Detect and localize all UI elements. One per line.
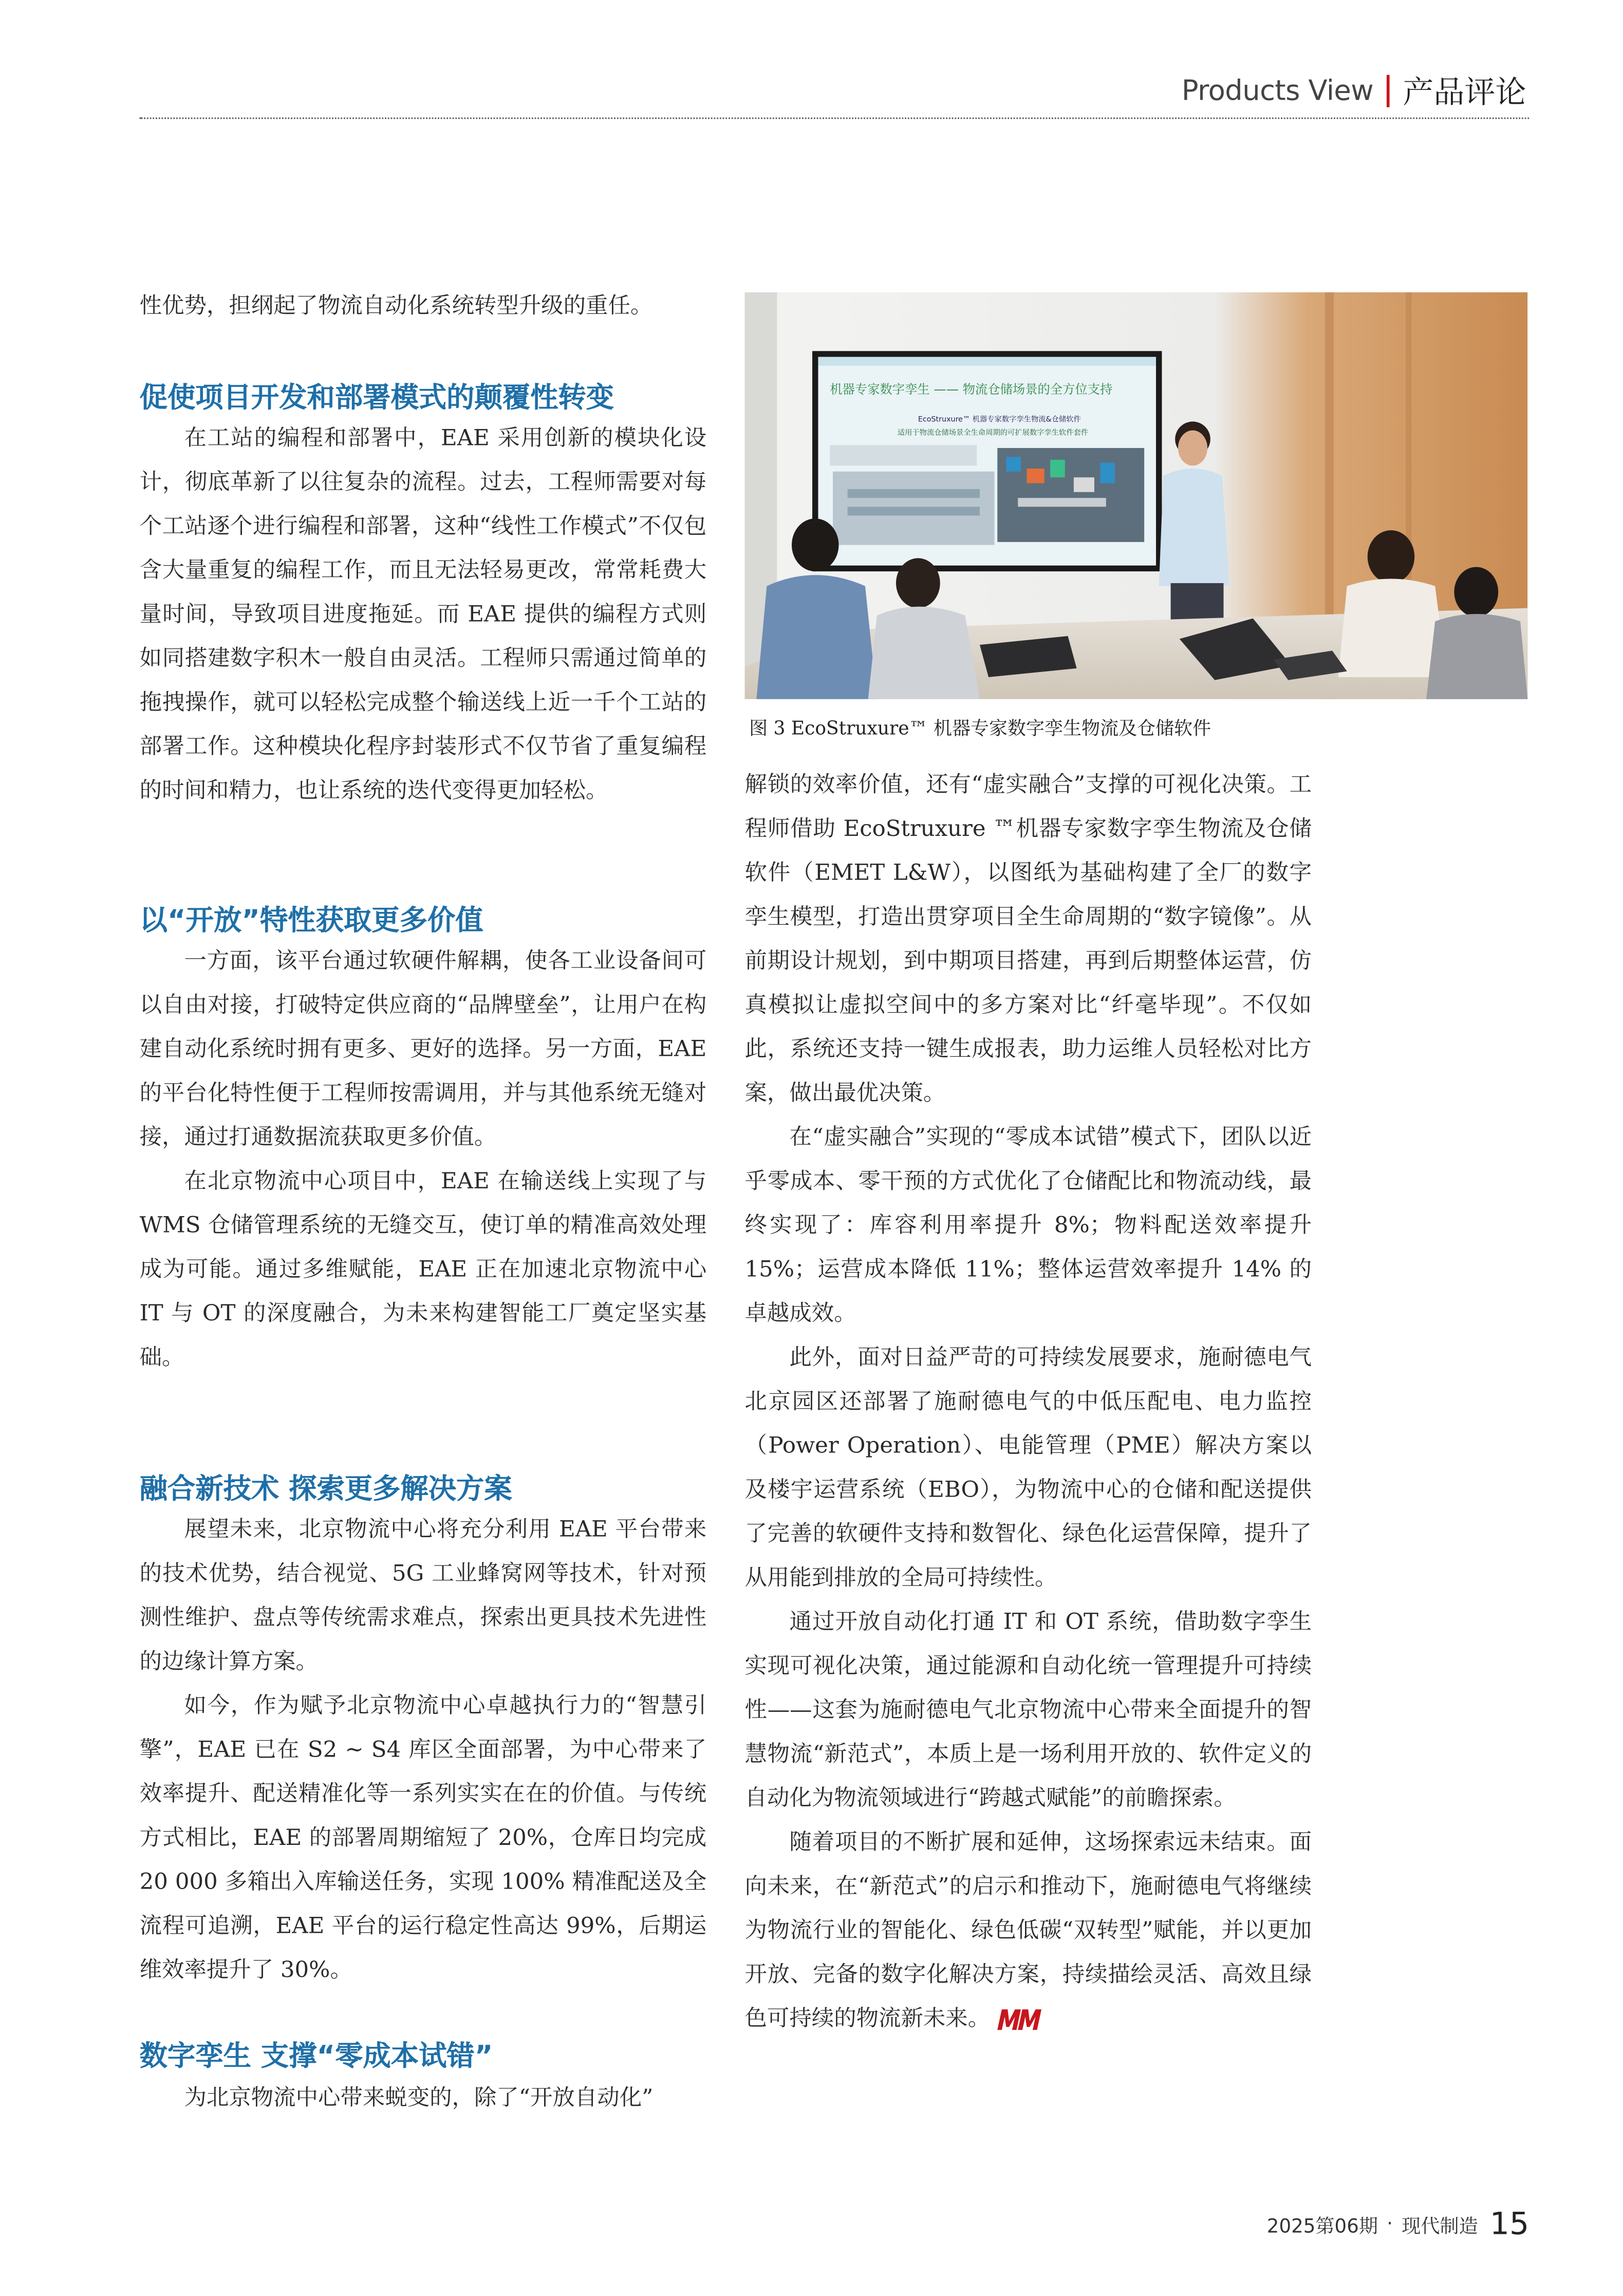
left-intro [140, 284, 707, 328]
page-footer [1267, 2206, 1529, 2242]
header-divider [1387, 75, 1390, 107]
header-section-en: Products View [1181, 74, 1374, 107]
footer-separator: · [1387, 2213, 1393, 2235]
section-heading-3: 融合新技术 探索更多解决方案 [139, 1473, 512, 1506]
final-paragraph [745, 1820, 1312, 2040]
section-heading-2: 以“开放”特性获取更多价值 [139, 905, 483, 938]
paragraph: 在北京物流中心项目中，EAE 在输送线上实现了与 WMS 仓储管理系统的无缝交互，使订单的精准高效处理成为可能。通过多维赋能，EAE 正在加速北京物流中心 IT 与 OT 的深度融合，为未来构建智能工厂奠定坚实基础。 [139, 1167, 707, 1371]
screen-subtitle-2: 适用于物流仓储场景全生命周期的可扩展数字孪生软件套件 [897, 428, 1089, 437]
paragraph: 为北京物流中心带来蜕变的，除了“开放自动化” [184, 2084, 654, 2111]
paragraph: 此外，面对日益严苛的可持续发展要求，施耐德电气北京园区还部署了施耐德电气的中低压配电、电力监控（Power Operation）、电能管理（PME）解决方案以及楼宇运营系统（EBO），为物流中心的仓储和配送提供了完善的软硬件支持和数智化、绿色化运营保障，提升了从用能到排放的全局可持续性。 [744, 1343, 1312, 1591]
section-heading-4: 数字孪生 支撑“零成本试错” [139, 2040, 493, 2073]
footer-magazine: 现代制造 [1402, 2215, 1478, 2238]
screen-subtitle-1: EcoStruxure™ 机器专家数字孪生物流&仓储软件 [918, 415, 1081, 424]
section-4-body [140, 2076, 707, 2120]
figure-photo [745, 292, 1528, 699]
section-3-body [140, 1507, 707, 1991]
right-column [745, 762, 1312, 2040]
figure-caption: 图 3 EcoStruxure™ 机器专家数字孪生物流及仓储软件 [749, 717, 1211, 739]
mm-logo-icon [996, 2008, 1043, 2031]
footer-issue: 2025第06期 [1266, 2215, 1378, 2238]
header-rule [140, 118, 1529, 119]
paragraph: 如今，作为赋予北京物流中心卓越执行力的“智慧引擎”，EAE 已在 S2 ~ S4 库区全面部署，为中心带来了效率提升、配送精准化等一系列实实在在的价值。与传统方式相比，EAE 的部署周期缩短了 20%，仓库日均完成 20 000 多箱出入库输送任务，实现 100% 精准配送及全流程可追溯，EAE 平台的运行稳定性高达 99%，后期运维效率提升了 30%。 [139, 1692, 707, 1983]
paragraph: 一方面，该平台通过软硬件解耦，使各工业设备间可以自由对接，打破特定供应商的“品牌壁垒”，让用户在构建自动化系统时拥有更多、更好的选择。另一方面，EAE 的平台化特性便于工程师按需调用，并与其他系统无缝对接，通过打通数据流获取更多价值。 [139, 947, 707, 1150]
header-section-cn: 产品评论 [1403, 74, 1526, 110]
paragraph: 通过开放自动化打通 IT 和 OT 系统，借助数字孪生实现可视化决策，通过能源和自动化统一管理提升可持续性——这套为施耐德电气北京物流中心带来全面提升的智慧物流“新范式”，本质上是一场利用开放的、软件定义的自动化为物流领域进行“跨越式赋能”的前瞻探索。 [744, 1608, 1312, 1812]
paragraph: 解锁的效率价值，还有“虚实融合”支撑的可视化决策。工程师借助 EcoStruxure ™机器专家数字孪生物流及仓储软件（EMET L&W），以图纸为基础构建了全厂的数字孪生模型，打造出贯穿项目全生命周期的“数字镜像”。从前期设计规划，到中期项目搭建，再到后期整体运营，仿真模拟让虚拟空间中的多方案对比“纤毫毕现”。不仅如此，系统还支持一键生成报表，助力运维人员轻松对比方案，做出最优决策。 [744, 771, 1312, 1106]
intro-paragraph: 性优势，担纲起了物流自动化系统转型升级的重任。 [139, 292, 653, 319]
screen-title: 机器专家数字孪生 —— 物流仓储场景的全方位支持 [830, 382, 1113, 397]
section-1-body [140, 416, 707, 812]
meeting-room-photo [745, 292, 1528, 699]
paragraph: 在工站的编程和部署中，EAE 采用创新的模块化设计，彻底革新了以往复杂的流程。过去，工程师需要对每个工站逐个进行编程和部署，这种“线性工作模式”不仅包含大量重复的编程工作，而且无法轻易更改，常常耗费大量时间，导致项目进度拖延。而 EAE 提供的编程方式则如同搭建数字积木一般自由灵活。工程师只需通过简单的拖拽操作，就可以轻松完成整个输送线上近一千个工站的部署工作。这种模块化程序封装形式不仅节省了重复编程的时间和精力，也让系统的迭代变得更加轻松。 [139, 424, 707, 804]
section-heading-1: 促使项目开发和部署模式的颠覆性转变 [139, 382, 614, 415]
page-number: 15 [1489, 2206, 1529, 2242]
paragraph-text: 随着项目的不断扩展和延伸，这场探索远未结束。面向未来，在“新范式”的启示和推动下，施耐德电气将继续为物流行业的智能化、绿色低碳“双转型”赋能，并以更加开放、完备的数字化解决方案，持续描绘灵活、高效且绿色可持续的物流新未来。 [744, 1828, 1312, 2031]
page-header [1182, 69, 1526, 113]
paragraph: 在“虚实融合”实现的“零成本试错”模式下，团队以近乎零成本、零干预的方式优化了仓储配比和物流动线，最终实现了：库容利用率提升 8%；物料配送效率提升 15%；运营成本降低 11%；整体运营效率提升 14% 的卓越成效。 [744, 1124, 1312, 1327]
paragraph: 展望未来，北京物流中心将充分利用 EAE 平台带来的技术优势，结合视觉、5G 工业蜂窝网等技术，针对预测性维护、盘点等传统需求难点，探索出更具技术先进性的边缘计算方案。 [139, 1516, 707, 1675]
section-2-body [140, 939, 707, 1379]
